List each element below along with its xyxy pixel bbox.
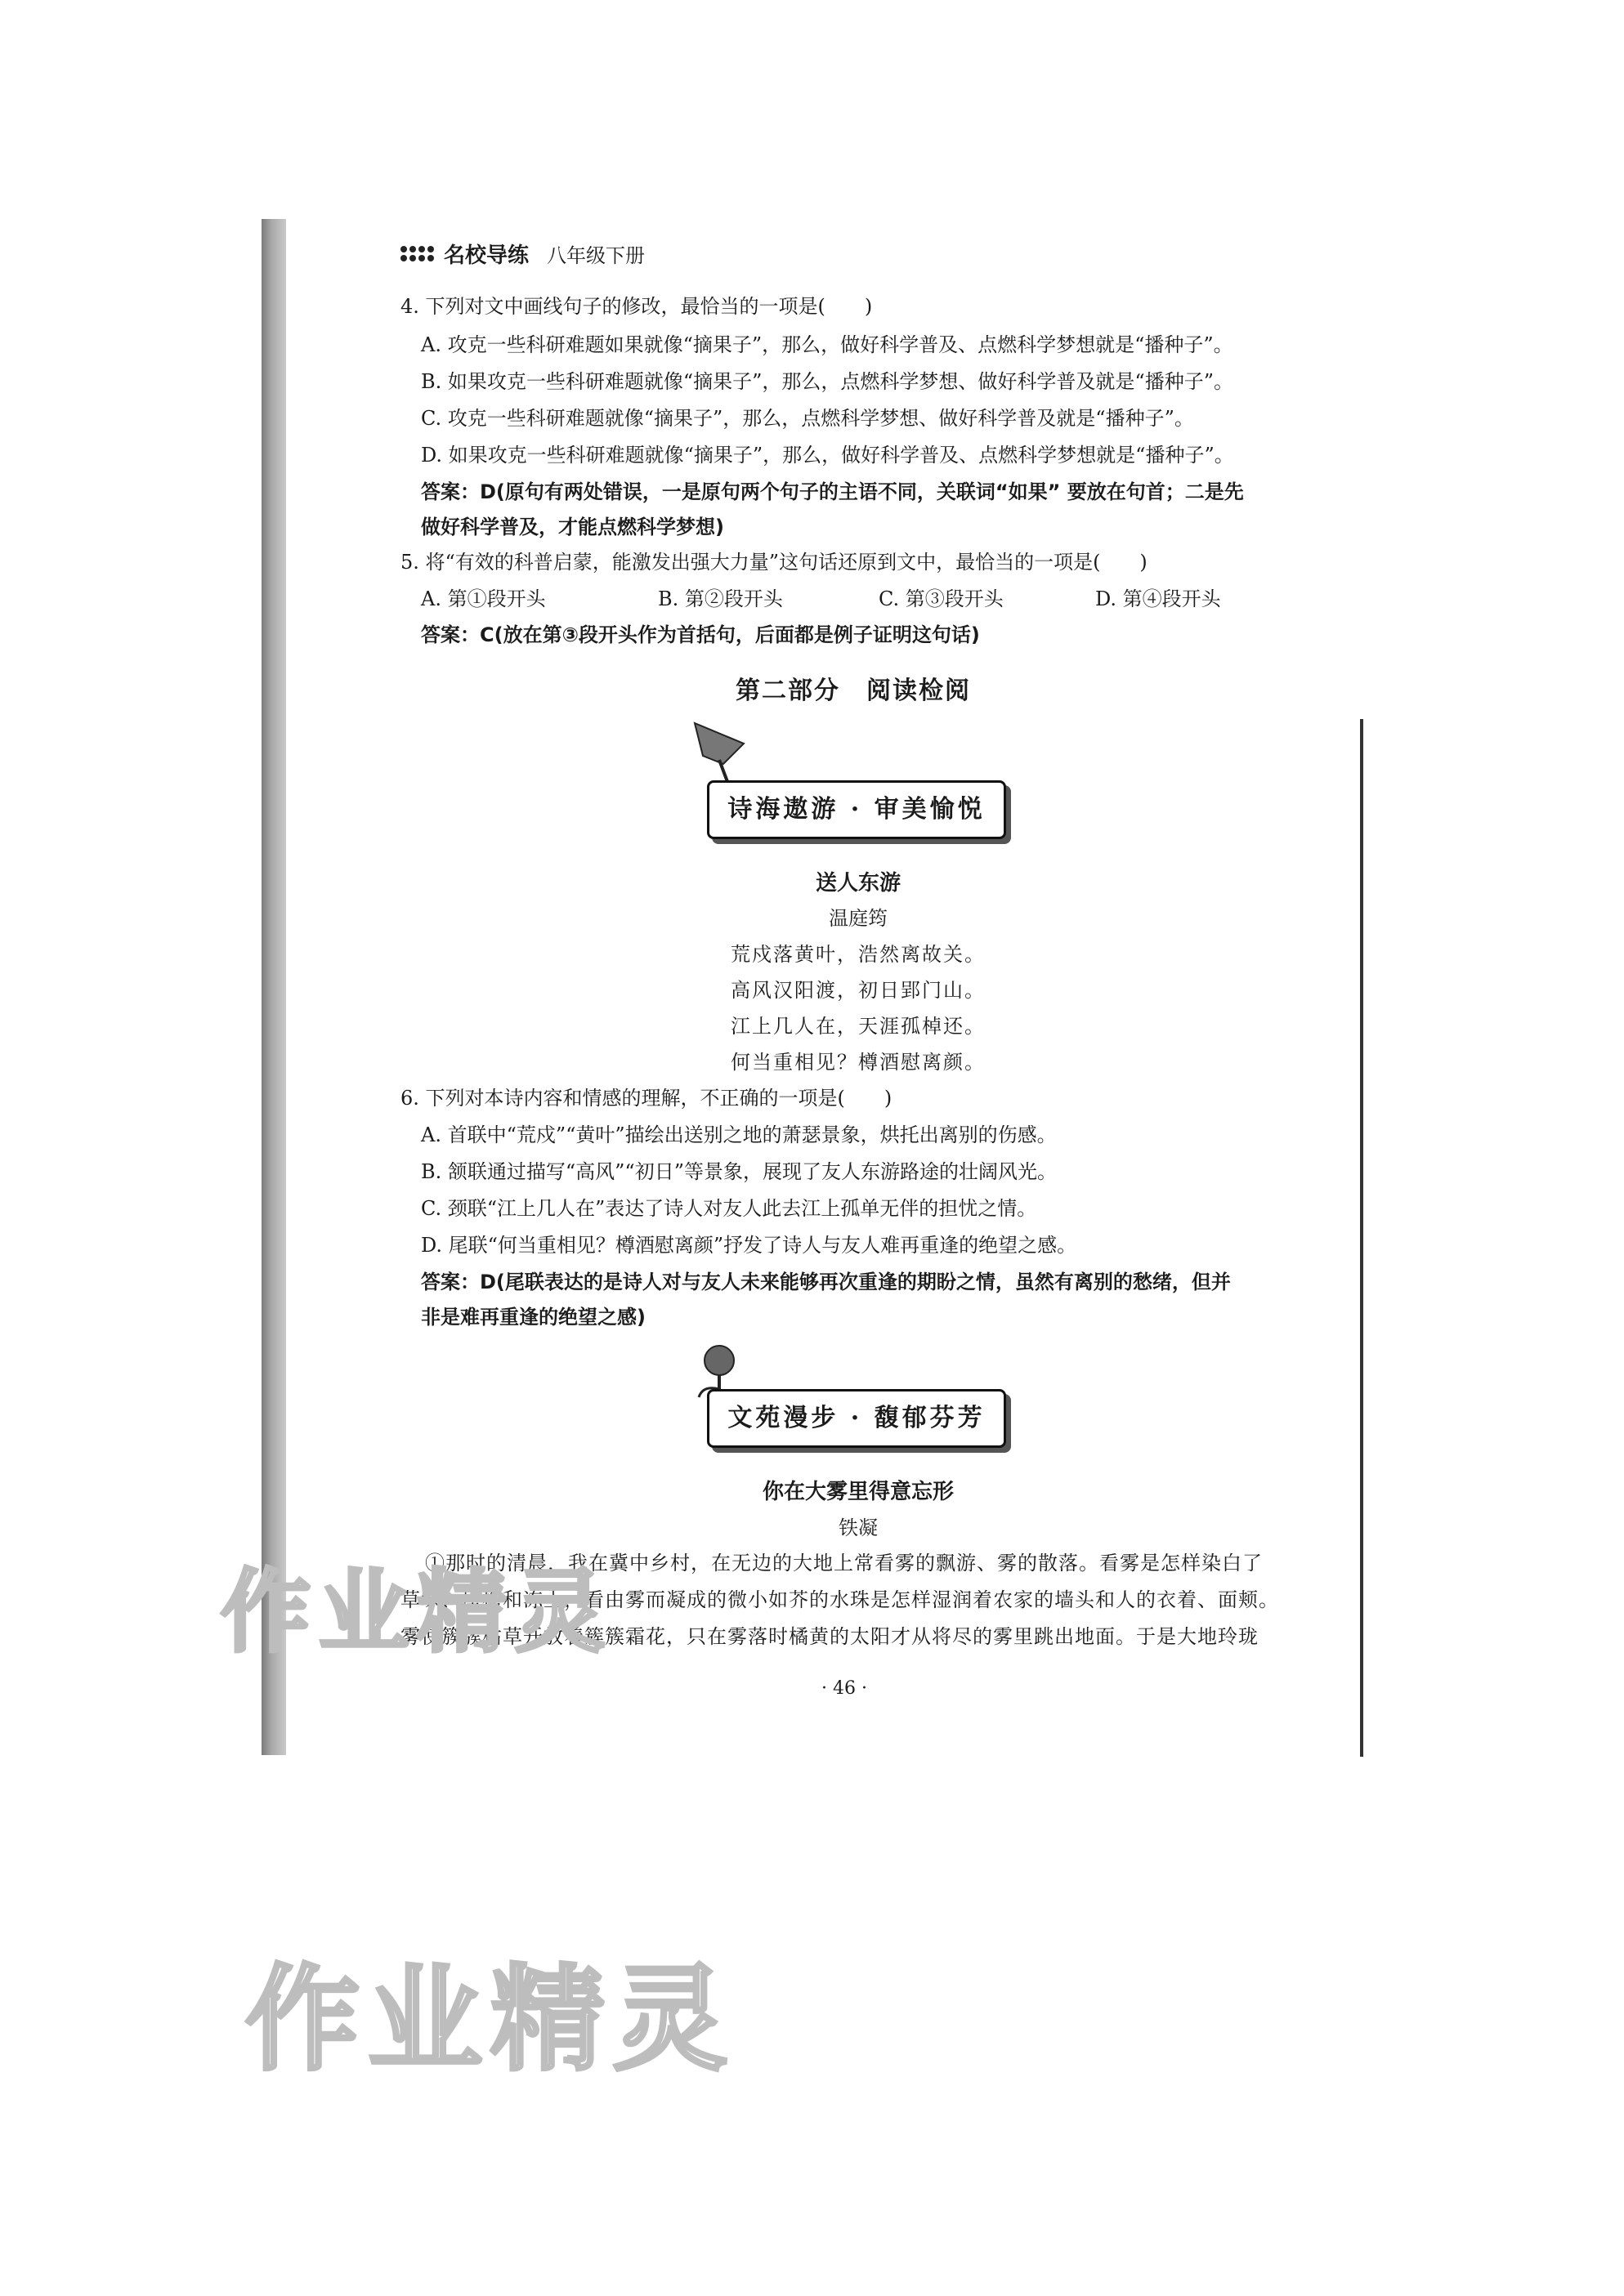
poem-line: 何当重相见？樽酒慰离颜。 (731, 1051, 986, 1074)
q6-stem: 6. 下列对本诗内容和情感的理解，不正确的一项是( ) (400, 1087, 893, 1110)
poem-title: 送人东游 (815, 871, 901, 896)
q4-option-d: D. 如果攻克一些科研难题就像“摘果子”，那么，做好科学普及、点燃科学梦想就是“播种子”。 (421, 444, 1234, 467)
poem-line: 荒戍落黄叶，浩然离故关。 (731, 943, 986, 966)
scan-binding-strip (262, 219, 286, 1755)
q4-answer-line1: 答案：D(原句有两处错误，一是原句两个句子的主语不同，关联词“如果” 要放在句首；二是先 (421, 480, 1244, 503)
q5-option-c: C. 第③段开头 (879, 587, 1004, 610)
grade-label: 八年级下册 (547, 244, 646, 267)
q6-option-a: A. 首联中“荒戍”“黄叶”描绘出送别之地的萧瑟景象，烘托出离别的伤感。 (421, 1123, 1057, 1146)
running-header (400, 239, 645, 269)
q5-option-b: B. 第②段开头 (658, 587, 783, 610)
q5-option-a: A. 第①段开头 (421, 587, 546, 610)
article-line: 草垛、屋檐和冻土，看由雾而凝成的微小如芥的水珠是怎样湿润着农家的墙头和人的衣着、面颊。 (400, 1588, 1279, 1611)
article-line: ①那时的清晨，我在冀中乡村，在无边的大地上常看雾的飘游、雾的散落。看雾是怎样染白了 (425, 1552, 1263, 1575)
page-right-edge (1360, 719, 1363, 1757)
q6-option-c: C. 颈联“江上几人在”表达了诗人对友人此去江上孤单无伴的担忧之情。 (421, 1197, 1037, 1220)
q5-option-d: D. 第④段开头 (1095, 587, 1221, 610)
brand-name: 名校导练 (444, 243, 530, 268)
brand-dots-icon (400, 246, 434, 261)
q4-option-a: A. 攻克一些科研难题如果就像“摘果子”，那么，做好科学普及、点燃科学梦想就是“播种子”。 (421, 333, 1233, 356)
article-author: 铁凝 (839, 1517, 878, 1539)
q5-stem: 5. 将“有效的科普启蒙，能激发出强大力量”这句话还原到文中，最恰当的一项是( ) (400, 551, 1148, 574)
q6-option-b: B. 颔联通过描写“高风”“初日”等景象，展现了友人东游路途的壮阔风光。 (421, 1160, 1057, 1183)
q6-answer-line1: 答案：D(尾联表达的是诗人对与友人未来能够再次重逢的期盼之情，虽然有离别的愁绪，但并 (421, 1271, 1231, 1293)
poem-author: 温庭筠 (829, 907, 888, 930)
article-title: 你在大雾里得意忘形 (762, 1480, 954, 1504)
q5-answer: 答案：C(放在第③段开头作为首括句，后面都是例子证明这句话) (421, 623, 980, 646)
section-banner-poetry: 诗海遨游 · 审美愉悦 (707, 780, 1006, 839)
poem-line: 高风汉阳渡，初日郢门山。 (731, 979, 986, 1002)
part2-title: 第二部分 阅读检阅 (736, 677, 971, 705)
watermark: 作业精灵 (221, 1560, 613, 1664)
q6-option-d: D. 尾联“何当重相见？樽酒慰离颜”抒发了诗人与友人难再重逢的绝望之感。 (421, 1234, 1077, 1257)
q6-answer-line2: 非是难再重逢的绝望之感) (421, 1306, 646, 1329)
q4-option-b: B. 如果攻克一些科研难题就像“摘果子”，那么，点燃科学梦想、做好科学普及就是“播种子”。 (421, 370, 1233, 393)
article-line: 雾使簇簇枯草开放着簇簇霜花，只在雾落时橘黄的太阳才从将尽的雾里跳出地面。于是大地玲珑 (400, 1625, 1259, 1648)
q4-option-c: C. 攻克一些科研难题就像“摘果子”，那么，点燃科学梦想、做好科学普及就是“播种子”。 (421, 407, 1194, 430)
page-number: · 46 · (821, 1678, 867, 1699)
q4-stem: 4. 下列对文中画线句子的修改，最恰当的一项是( ) (400, 295, 873, 318)
watermark: 作业精灵 (245, 1954, 736, 2087)
poem-line: 江上几人在，天涯孤棹还。 (731, 1015, 986, 1038)
section-banner-prose: 文苑漫步 · 馥郁芬芳 (707, 1389, 1006, 1448)
q4-answer-line2: 做好科学普及，才能点燃科学梦想) (421, 516, 724, 538)
